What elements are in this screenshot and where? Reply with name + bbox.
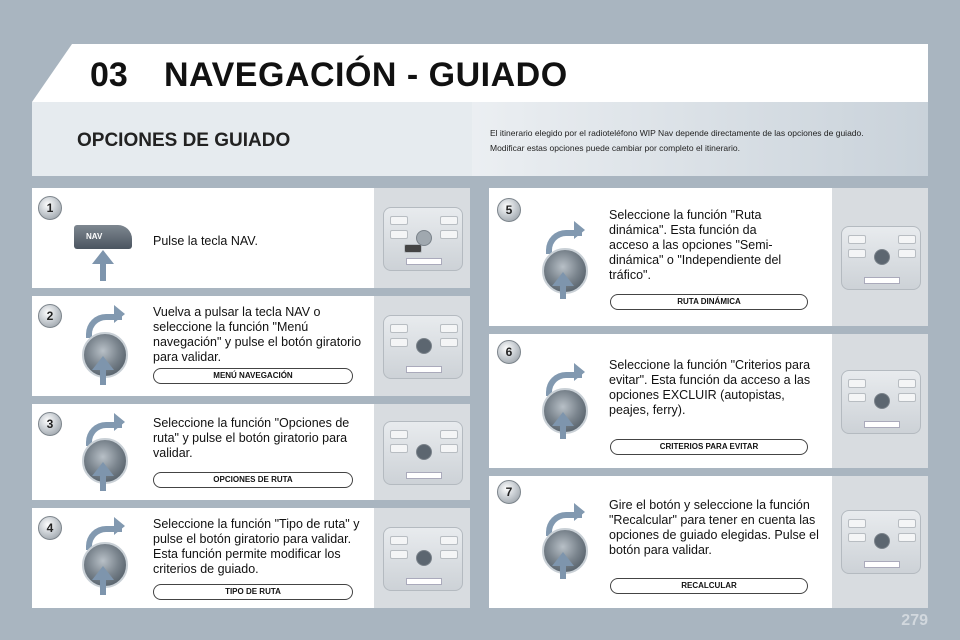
step-2-badge: 2 — [38, 304, 62, 328]
radio-panel-icon — [383, 421, 463, 485]
rotate-arrowhead-icon — [114, 413, 125, 431]
radio-panel-image — [374, 188, 470, 288]
radio-panel-image — [832, 188, 928, 326]
step-1-badge: 1 — [38, 196, 62, 220]
press-arrow-shaft — [100, 475, 106, 491]
press-arrow-shaft — [560, 425, 566, 439]
press-arrow-icon — [552, 552, 574, 566]
section-header — [32, 102, 928, 176]
chapter-number: 03 — [90, 56, 128, 94]
press-arrow-icon — [92, 566, 114, 580]
press-arrow-shaft — [100, 579, 106, 595]
press-arrow-icon — [92, 356, 114, 370]
radio-panel-icon — [841, 226, 921, 290]
rotate-arrowhead-icon — [114, 517, 125, 535]
step-3-menu-label: OPCIONES DE RUTA — [153, 472, 353, 488]
nav-key-icon: NAV — [74, 225, 132, 249]
header-corner-cut — [32, 44, 72, 102]
step-2-menu-label: MENÚ NAVEGACIÓN — [153, 368, 353, 384]
step-3-badge: 3 — [38, 412, 62, 436]
intro-line-2: Modificar estas opciones puede cambiar por completo el itinerario. — [490, 143, 740, 153]
radio-panel-icon — [383, 315, 463, 379]
press-arrow-shaft — [560, 565, 566, 579]
step-6-text: Seleccione la función "Criterios para evitar". Esta función da acceso a las opciones EXCLUIR (autopistas, peajes, ferry). — [609, 358, 811, 417]
section-title: OPCIONES DE GUIADO — [77, 130, 291, 151]
page-number: 279 — [901, 612, 928, 629]
step-6-badge: 6 — [497, 340, 521, 364]
section-title-panel — [32, 102, 472, 176]
press-arrow-shaft — [100, 263, 106, 281]
radio-panel-image — [832, 334, 928, 468]
step-4-badge: 4 — [38, 516, 62, 540]
radio-panel-image — [374, 296, 470, 396]
step-5-menu-label: RUTA DINÁMICA — [610, 294, 808, 310]
step-2-text: Vuelva a pulsar la tecla NAV o seleccione la función "Menú navegación" y pulse el botón giratorio para validar. — [153, 305, 362, 364]
page-title: NAVEGACIÓN - GUIADO — [164, 56, 568, 94]
rotate-arrowhead-icon — [574, 503, 585, 521]
radio-panel-image — [832, 476, 928, 608]
step-7-badge: 7 — [497, 480, 521, 504]
radio-panel-icon — [841, 510, 921, 574]
step-7-menu-label: RECALCULAR — [610, 578, 808, 594]
step-4-text: Seleccione la función "Tipo de ruta" y pulse el botón giratorio para validar. Esta función permite modificar los criterios de guiado. — [153, 517, 360, 576]
intro-line-1: El itinerario elegido por el radioteléfono WIP Nav depende directamente de las opciones de guiado. — [490, 128, 864, 138]
press-arrow-shaft — [560, 285, 566, 299]
radio-panel-image — [374, 508, 470, 608]
section-intro — [490, 126, 920, 156]
rotate-arrowhead-icon — [574, 221, 585, 239]
step-7-text: Gire el botón y seleccione la función "Recalcular" para tener en cuenta las opciones de guiado elegidas. Pulse el botón para validar. — [609, 498, 819, 557]
page-header — [32, 44, 928, 102]
step-6-menu-label: CRITERIOS PARA EVITAR — [610, 439, 808, 455]
step-5-badge: 5 — [497, 198, 521, 222]
rotate-arrowhead-icon — [574, 363, 585, 381]
press-arrow-icon — [552, 412, 574, 426]
press-arrow-icon — [92, 250, 114, 264]
step-1-text: Pulse la tecla NAV. — [153, 234, 258, 248]
radio-panel-icon — [383, 527, 463, 591]
rotate-arrowhead-icon — [114, 305, 125, 323]
press-arrow-icon — [552, 272, 574, 286]
radio-panel-image — [374, 404, 470, 500]
step-5-text: Seleccione la función "Ruta dinámica". Esta función da acceso a las opciones "Semi-dinámica" o "Independiente del tráfico". — [609, 208, 782, 282]
radio-panel-icon — [841, 370, 921, 434]
radio-panel-icon — [383, 207, 463, 271]
press-arrow-shaft — [100, 369, 106, 385]
step-4-menu-label: TIPO DE RUTA — [153, 584, 353, 600]
press-arrow-icon — [92, 462, 114, 476]
step-3-text: Seleccione la función "Opciones de ruta" y pulse el botón giratorio para validar. — [153, 416, 350, 460]
